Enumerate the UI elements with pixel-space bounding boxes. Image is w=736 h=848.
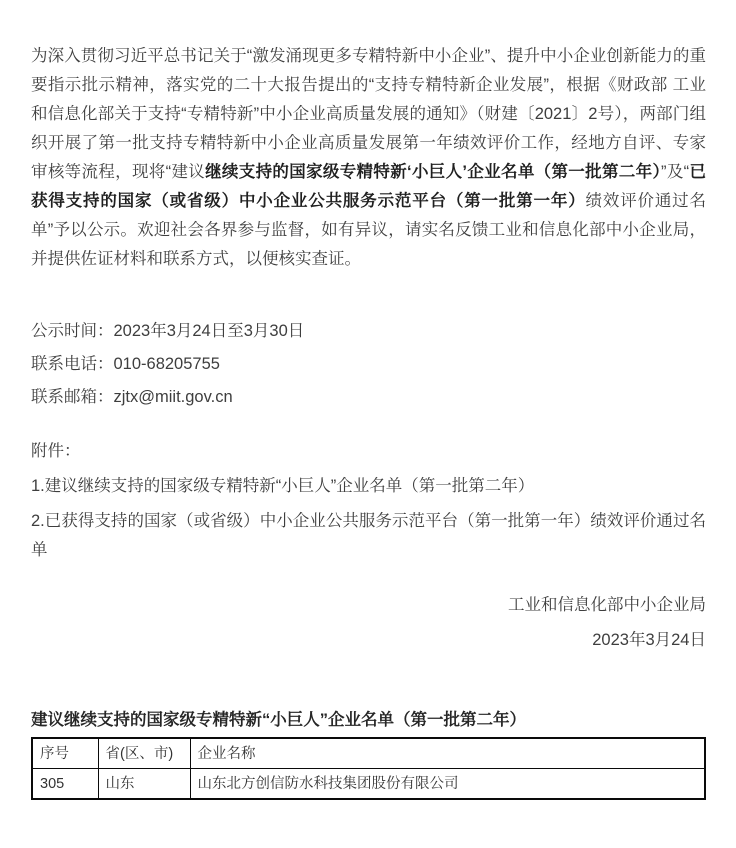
contact-phone-value: 010-68205755 — [113, 355, 220, 373]
publicity-time-line — [31, 317, 706, 346]
table-row — [32, 769, 705, 800]
company-table — [31, 737, 706, 800]
contact-phone-label: 联系电话： — [31, 355, 114, 373]
bold-list-name-little-giant: 继续支持的国家级专精特新‘小巨人’企业名单（第一批第二年） — [205, 163, 662, 181]
attachments-title: 附件： — [31, 442, 81, 460]
header-seq-number: 序号 — [32, 738, 98, 769]
contact-email-value: zjtx@miit.gov.cn — [113, 388, 233, 406]
signature-date: 2023年3月24日 — [592, 631, 706, 649]
attachments-block — [31, 437, 706, 565]
bold-list-name-service-platform: 已获得支持的国家（或省级）中小企业公共服务示范平台（第一批第一年） — [31, 163, 707, 210]
publicity-time-label: 公示时间： — [31, 322, 114, 340]
contact-email-label: 联系邮箱： — [31, 388, 114, 406]
header-company-name: 企业名称 — [190, 738, 705, 769]
header-province: 省(区、市) — [98, 738, 190, 769]
attachment-item-1: 1.建议继续支持的国家级专精特新“小巨人”企业名单（第一批第二年） — [31, 477, 535, 495]
contact-phone-line — [31, 350, 706, 379]
paragraph-segment-and: ”及“ — [661, 163, 690, 181]
contact-info-block — [31, 317, 706, 412]
announcement-paragraph — [31, 42, 706, 274]
paragraph-segment-1: 为深入贯彻习近平总书记关于“激发涌现更多专精特新中小企业”、提升中小企业创新能力的重要指示批示精神，落实党的二十大报告提出的“支持专精特新企业发展”，根据《财政部 工业和信息化部关于支持“专精特新”中小企业高质量发展的通知》（财建〔2021〕2号），两部门组织开展了第一批支持专精特新中小企业高质量发展第一年绩效评价工作，经地方自评、专家审核等流程，现将“建议 — [31, 47, 706, 181]
company-list-section — [31, 706, 706, 800]
cell-company-name: 山东北方创信防水科技集团股份有限公司 — [190, 769, 705, 800]
attachment-item-2: 2.已获得支持的国家（或省级）中小企业公共服务示范平台（第一批第一年）绩效评价通过名单 — [31, 512, 706, 559]
contact-email-line — [31, 383, 706, 412]
cell-seq-number: 305 — [32, 769, 98, 800]
cell-province: 山东 — [98, 769, 190, 800]
publicity-time-value: 2023年3月24日至3月30日 — [113, 322, 305, 340]
signature-department: 工业和信息化部中小企业局 — [508, 596, 706, 614]
signature-block — [31, 591, 706, 655]
table-header-row — [32, 738, 705, 769]
paragraph-segment-closing: 绩效评价通过名单”予以公示。欢迎社会各界参与监督，如有异议，请实名反馈工业和信息化部中小企业局，并提供佐证材料和联系方式，以便核实查证。 — [31, 192, 707, 268]
company-table-title: 建议继续支持的国家级专精特新“小巨人”企业名单（第一批第二年） — [31, 711, 526, 729]
